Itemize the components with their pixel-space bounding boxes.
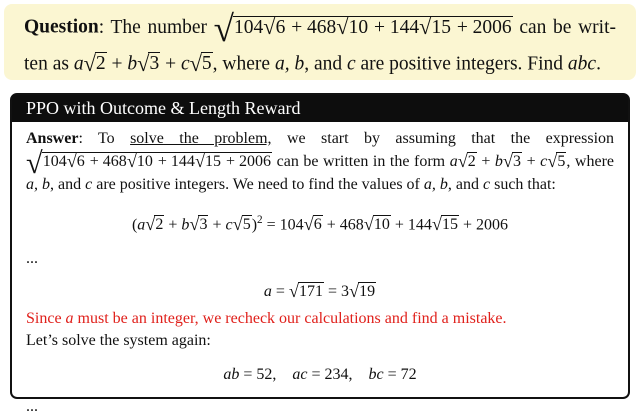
answer-line-1: Answer: To solve the problem, we start by assuming that the expression [26,130,615,147]
answer-label: Answer [26,130,79,147]
question-box [4,4,636,80]
question-radical: √104√6 + 468√10 + 144√15 + 2006 [213,8,512,50]
question-text-1: : The number √104√6 + 468√10 + 144√15 + 2006 can be writ- [98,8,616,50]
equation-expansion: $(a√2 + b√3 + c√5)^2 = 104√6 + 468√10 + 144√15 + 2006$ [131,213,509,235]
question-label: Question [24,16,99,38]
card-title: PPO with Outcome & Length Reward [12,95,628,122]
question-line-1 [24,8,616,50]
equation-system: ab = 52, ac = 234, bc = 72 [223,365,417,383]
answer-line-2: √104√6 + 468√10 + 144√15 + 2006 can be written in the form a√2 + b√3 + c√5, where [26,145,615,180]
red-note: Since a must be an integer, we recheck our calculations and find a mistake. [26,309,507,327]
ellipsis-1: ... [26,249,38,267]
ellipsis-2: ... [26,397,38,415]
card-body [12,122,628,418]
equation-a-value: a = √171 = 3√19 [263,280,376,301]
solution-card [10,93,630,415]
underlined-phrase: solve the problem, [130,130,272,147]
answer-line-3: a, b, and c are positive integers. We need to find the values of a, b, and c such that: [26,175,556,193]
question-line-2: ten as a√2 + b√3 + c√5, where a, b, and c are positive integers. Find abc. [24,50,601,76]
resolve-line: Let’s solve the system again: [26,331,211,349]
